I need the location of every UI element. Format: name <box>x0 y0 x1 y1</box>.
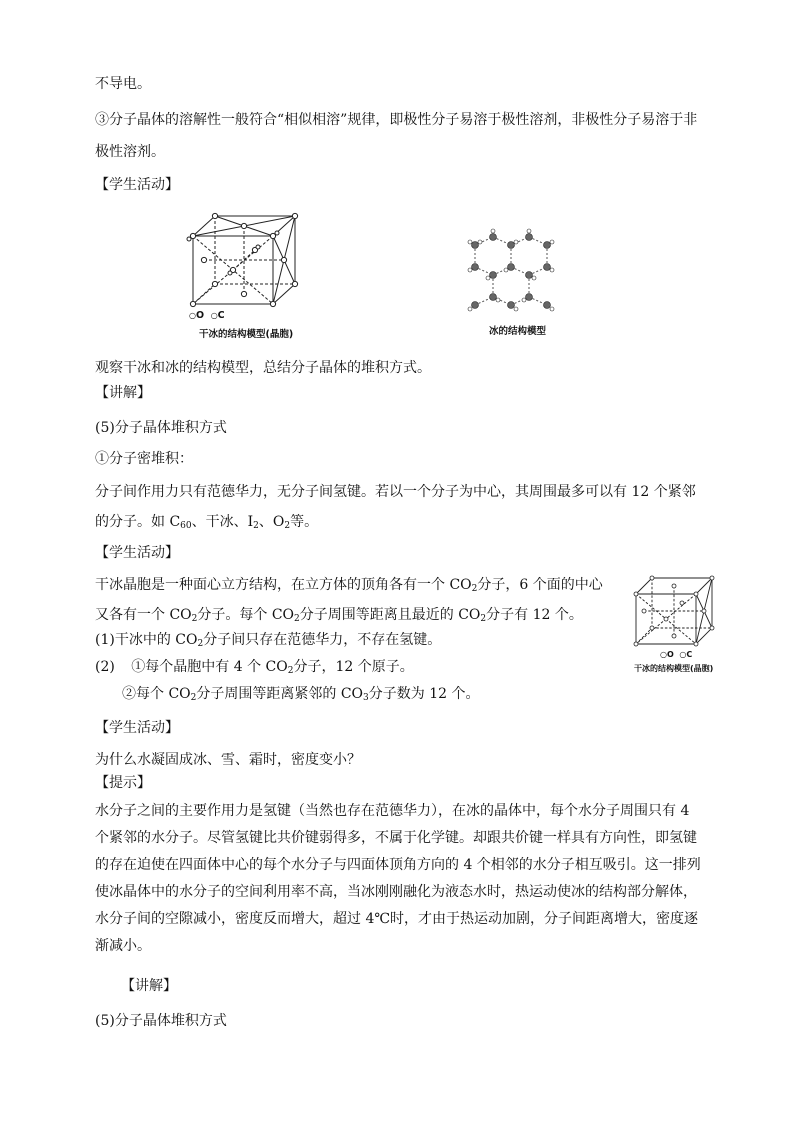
figure-caption: 干冰的结构模型(晶胞) <box>199 329 294 340</box>
text-run: 的分子。如 C <box>95 514 181 530</box>
section-heading: 【讲解】 <box>121 978 177 994</box>
legend-c: C <box>686 650 693 659</box>
text-run: 、干冰、I <box>191 514 254 530</box>
paragraph-line: 水分子之间的主要作用力是氢键（当然也存在范德华力），在冰的晶体中，每个水分子周围只有 4 <box>95 803 690 819</box>
dry-ice-figure-small <box>630 572 730 677</box>
paragraph-line: 渐减小。 <box>95 938 151 954</box>
text-run: 分子间只存在范德华力，不存在氢键。 <box>203 632 442 648</box>
ice-figure <box>463 225 563 340</box>
subscript: 2 <box>190 693 197 703</box>
paragraph-line: 极性溶剂。 <box>95 144 165 160</box>
paragraph-line: ③分子晶体的溶解性一般符合“相似相溶”规律，即极性分子易溶于极性溶剂，非极性分子易溶于非 <box>95 112 698 128</box>
paragraph-line <box>95 575 603 595</box>
section-heading: 【学生活动】 <box>95 545 179 561</box>
paragraph-line: ①分子密堆积： <box>95 451 193 467</box>
text-run: 分子，6 个面的中心 <box>477 577 603 593</box>
paragraph-line <box>95 512 318 532</box>
text-run: 分子有 12 个。 <box>486 607 583 623</box>
subscript: 2 <box>197 639 204 649</box>
text-run: (1)干冰中的 CO <box>95 632 198 648</box>
text-run: ②每个 CO <box>122 686 191 702</box>
section-heading: 【学生活动】 <box>95 720 179 736</box>
legend-o: O <box>666 650 674 659</box>
subscript: 2 <box>191 614 198 624</box>
paragraph-line <box>95 605 583 625</box>
legend-c: C <box>217 310 225 321</box>
paragraph-line: (5)分子晶体堆积方式 <box>95 420 227 436</box>
subscript: 2 <box>287 666 294 676</box>
paragraph-line: 不导电。 <box>95 76 151 92</box>
subscript: 2 <box>284 521 291 531</box>
subscript: 60 <box>180 521 192 531</box>
paragraph-line: 的存在迫使在四面体中心的每个水分子与四面体顶角方向的 4 个相邻的水分子相互吸引。这一排列 <box>95 857 701 873</box>
text-run: 干冰晶胞是一种面心立方结构，在立方体的顶角各有一个 CO <box>95 577 472 593</box>
paragraph-line: 为什么水凝固成冰、雪、霜时，密度变小？ <box>95 752 361 768</box>
subscript: 3 <box>363 693 369 703</box>
paragraph-line: 个紧邻的水分子。尽管氢键比共价键弱得多，不属于化学键。却跟共价键一样具有方向性，即氢键 <box>95 830 697 846</box>
ice-structure-diagram <box>463 225 563 320</box>
paragraph-line: 分子间作用力只有范德华力，无分子间氢键。若以一个分子为中心，其周围最多可以有 12 个紧邻 <box>95 484 696 500</box>
legend: ○O ○C <box>189 310 225 321</box>
subscript: 2 <box>480 614 487 624</box>
section-heading: 【学生活动】 <box>95 177 179 193</box>
text-run: 分子周围等距离紧邻的 CO <box>196 686 364 702</box>
text-run: 分子。每个 CO <box>197 607 295 623</box>
dry-ice-cell-diagram <box>185 208 315 320</box>
paragraph-line: 观察干冰和冰的结构模型，总结分子晶体的堆积方式。 <box>95 360 431 376</box>
text-run: 分子数为 12 个。 <box>368 686 480 702</box>
paragraph-line <box>95 630 441 650</box>
legend: ○O ○C <box>660 650 693 659</box>
text-run: 、O <box>258 514 285 530</box>
text-run: 分子周围等距离且最近的 CO <box>299 607 481 623</box>
subscript: 2 <box>471 584 478 594</box>
paragraph-line: (5)分子晶体堆积方式 <box>95 1013 227 1029</box>
paragraph-line <box>95 657 414 677</box>
dry-ice-cell-diagram <box>630 572 730 652</box>
subscript: 2 <box>253 521 259 531</box>
paragraph-line: 使冰晶体中的水分子的空间利用率不高，当冰刚刚融化为液态水时，热运动使冰的结构部分解体， <box>95 884 697 900</box>
section-heading: 【提示】 <box>95 775 151 791</box>
dry-ice-figure <box>185 208 315 343</box>
text-run: 分子，12 个原子。 <box>293 659 414 675</box>
paragraph-line: 水分子间的空隙减小，密度反而增大，超过 4℃时，才由于热运动加剧，分子间距离增大，密度逐 <box>95 911 699 927</box>
section-heading: 【讲解】 <box>95 385 151 401</box>
subscript: 2 <box>294 614 300 624</box>
figure-caption: 干冰的结构模型(晶胞) <box>634 664 714 673</box>
text-run: 又各有一个 CO <box>95 607 192 623</box>
paragraph-line <box>122 684 479 704</box>
figure-caption: 冰的结构模型 <box>489 326 547 337</box>
list-number: (2) <box>95 659 115 675</box>
legend-o: O <box>195 310 205 321</box>
text-run: ①每个晶胞中有 4 个 CO <box>131 659 288 675</box>
text-run: 等。 <box>290 514 319 530</box>
